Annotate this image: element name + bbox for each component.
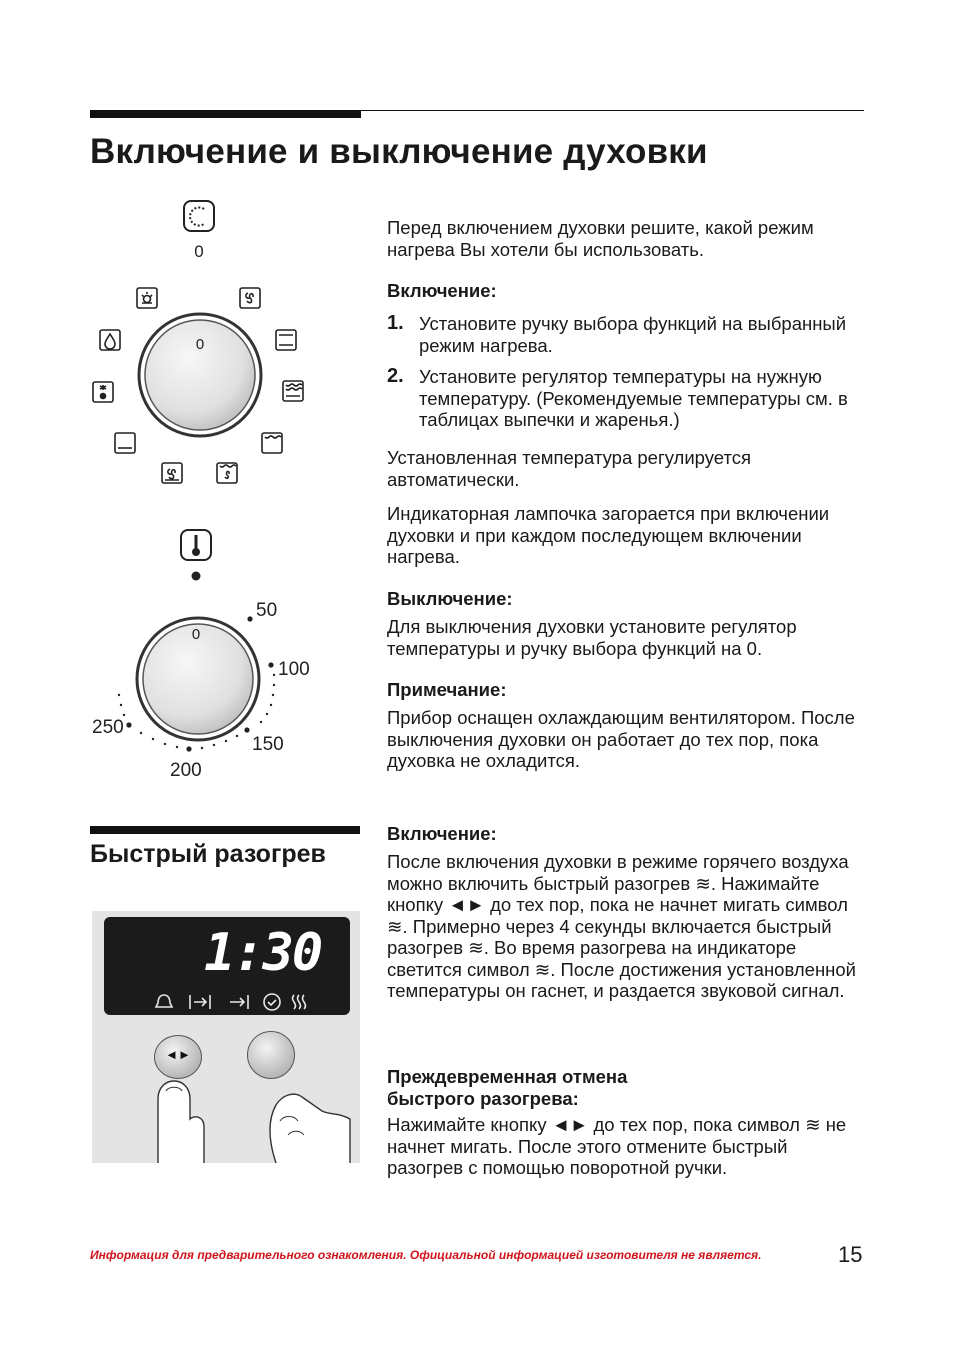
top-bottom-heat-icon bbox=[276, 330, 296, 350]
on-steps bbox=[387, 313, 864, 431]
quick-on-paragraph: После включения духовки в режиме горячего воздуха можно включить быстрый разогрев ≋. Нажимайте кнопку ◄► до тех пор, пока не начнет мигать символ ≋. Примерно через 4 секунды включается быстрый разогрев ≋. Во время разогрева на индикаторе светится символ ≋. После достижения установленной температуры он гаснет, и раздается звуковой сигнал. bbox=[387, 851, 857, 1001]
duration-icon bbox=[190, 995, 210, 1009]
on-heading: Включение: bbox=[387, 280, 497, 301]
indicator-lamp bbox=[192, 572, 201, 581]
zero-position-icon bbox=[184, 201, 214, 231]
footer-disclaimer: Информация для предварительного ознакомления. Официальной информацией изготовителя не является. bbox=[90, 1248, 762, 1262]
header-bar-thick bbox=[90, 110, 361, 118]
step-2 bbox=[387, 366, 864, 431]
knob-zero-mark: 0 bbox=[191, 626, 201, 643]
drop-icon bbox=[100, 330, 120, 350]
zero-label: 0 bbox=[194, 242, 204, 261]
display-symbols bbox=[150, 991, 340, 1013]
arrows-icon: ◄► bbox=[165, 1047, 191, 1062]
light-icon bbox=[137, 288, 157, 308]
alarm-bell-icon bbox=[156, 995, 172, 1007]
hands-illustration bbox=[152, 1061, 360, 1163]
temperature-dial bbox=[88, 525, 328, 785]
intro-paragraph: Перед включением духовки решите, какой режим нагрева Вы хотели бы использовать. bbox=[387, 217, 814, 260]
fan-grill-icon bbox=[162, 463, 182, 483]
function-selector-dial bbox=[90, 195, 350, 495]
auto-regulation-paragraph: Установленная температура регулируется автоматически. bbox=[387, 447, 752, 490]
off-heading: Выключение: bbox=[387, 588, 513, 609]
clock-icon bbox=[264, 994, 280, 1010]
knob-zero-mark: 0 bbox=[195, 336, 205, 353]
temp-mark-50: 50 bbox=[256, 600, 278, 621]
indicator-lamp-paragraph: Индикаторная лампочка загорается при включении духовки и при каждом последующем включении нагрева. bbox=[387, 503, 830, 567]
step-1 bbox=[387, 313, 864, 356]
quick-on-heading: Включение: bbox=[387, 823, 497, 844]
step-number: 2. bbox=[387, 365, 404, 387]
grill-large-icon bbox=[283, 381, 303, 401]
temp-mark-200: 200 bbox=[170, 760, 202, 781]
page-number: 15 bbox=[838, 1242, 863, 1267]
end-time-icon bbox=[230, 995, 248, 1009]
cancel-heading: Преждевременная отмена быстрого разогрева: bbox=[387, 1066, 628, 1109]
control-panel-illustration bbox=[92, 911, 360, 1163]
hot-air-fan-icon bbox=[240, 288, 260, 308]
clock-display bbox=[104, 917, 350, 1015]
grill-small-icon bbox=[262, 433, 282, 453]
page-title: Включение и выключение духовки bbox=[90, 132, 708, 171]
thermometer-icon bbox=[181, 530, 211, 560]
display-time: 1:30 bbox=[204, 923, 322, 983]
step-text: Установите регулятор температуры на нужную температуру. (Рекомендуемые температуры см. в таблицах выпечки и жаренья.) bbox=[419, 366, 848, 430]
note-paragraph: Прибор оснащен охлаждающим вентилятором. После выключения духовки он работает до тех пор, пока духовка не охладится. bbox=[387, 707, 855, 771]
temp-mark-100: 100 bbox=[278, 659, 310, 680]
quick-heat-icon bbox=[293, 995, 306, 1009]
step-text: Установите ручку выбора функций на выбранный режим нагрева. bbox=[419, 313, 847, 356]
note-heading: Примечание: bbox=[387, 679, 507, 700]
header-line-thin bbox=[361, 110, 864, 111]
quick-heat-title: Быстрый разогрев bbox=[90, 840, 326, 868]
temp-mark-250: 250 bbox=[92, 717, 124, 738]
section-bar bbox=[90, 826, 360, 834]
defrost-icon bbox=[93, 382, 113, 402]
bottom-heat-icon bbox=[115, 433, 135, 453]
cancel-paragraph: Нажимайте кнопку ◄► до тех пор, пока символ ≋ не начнет мигать. После этого отмените быстрый разогрев с помощью поворотной ручки. bbox=[387, 1114, 847, 1178]
off-paragraph: Для выключения духовки установите регулятор температуры и ручку выбора функций на 0. bbox=[387, 616, 797, 659]
hot-air-eco-icon bbox=[217, 463, 237, 483]
temp-mark-150: 150 bbox=[252, 734, 284, 755]
step-number: 1. bbox=[387, 312, 404, 334]
